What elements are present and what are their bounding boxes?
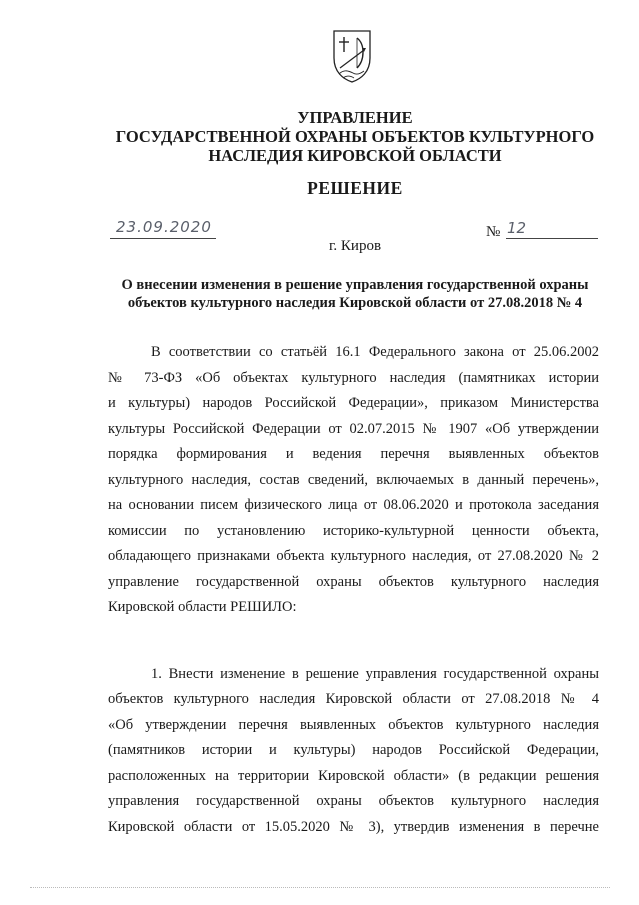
- paragraph-line: управление государственной охраны объектов культурного наследия: [108, 573, 599, 590]
- org-line: УПРАВЛЕНИЕ: [297, 108, 413, 127]
- document-type: РЕШЕНИЕ: [307, 178, 403, 198]
- org-line: ГОСУДАРСТВЕННОЙ ОХРАНЫ ОБЪЕКТОВ КУЛЬТУРНОГО: [115, 127, 595, 146]
- city: г. Киров: [328, 238, 382, 254]
- paragraph-line: порядка формирования и ведения перечня выявленных объектов: [108, 446, 599, 462]
- paragraph-line: обладающего признаками объекта культурного наследия, от 27.08.2020 № 2: [108, 548, 599, 564]
- paragraph-line: культуры Российской Федерации от 02.07.2015 № 1907 «Об утверждении: [108, 420, 599, 437]
- paragraph-line: 1. Внести изменение в решение управления государственной охраны: [151, 665, 599, 682]
- subject-line: О внесении изменения в решение управления государственной охраны: [121, 277, 589, 293]
- paragraph-line: Кировской области от 15.05.2020 № 3), утвердив изменения в перечне: [108, 818, 599, 835]
- paragraph-line: культурного наследия, состав сведений, включаемых в данный перечень»,: [108, 471, 599, 488]
- paragraph-line: на основании писем физического лица от 08.06.2020 и протокола заседания: [108, 497, 599, 513]
- document-body: [108, 340, 599, 840]
- handwritten-date: 23.09.2020: [116, 218, 212, 236]
- subject-line: объектов культурного наследия Кировской области от 27.08.2018 № 4: [127, 295, 583, 311]
- paragraph-line: № 73-ФЗ «Об объектах культурного наследия (памятниках истории: [108, 369, 599, 386]
- paragraph-line: комиссии по установлению историко-культурной ценности объекта,: [108, 522, 599, 539]
- number-label: №: [486, 224, 501, 240]
- organization-name: [60, 108, 639, 165]
- paragraph-line: объектов культурного наследия Кировской области от 27.08.2018 № 4: [108, 691, 599, 707]
- scan-edge: [30, 887, 610, 888]
- paragraph-line: Кировской области РЕШИЛО:: [108, 599, 297, 615]
- paragraph-line: управления государственной охраны объектов культурного наследия: [108, 793, 599, 809]
- paragraph-line: и культуры) народов Российской Федерации», приказом Министерства: [108, 395, 599, 411]
- org-line: НАСЛЕДИЯ КИРОВСКОЙ ОБЛАСТИ: [208, 146, 502, 165]
- paragraph-line: расположенных на территории Кировской области» (в редакции решения: [108, 767, 599, 784]
- paragraph-line: В соответствии со статьёй 16.1 Федерального закона от 25.06.2002: [151, 344, 599, 360]
- paragraph-line: (памятников истории и культуры) народов Российской Федерации,: [108, 742, 599, 758]
- handwritten-number: 12: [507, 219, 527, 237]
- document-subject: [60, 276, 639, 312]
- coat-of-arms-icon: [331, 28, 373, 84]
- paragraph-line: «Об утверждении перечня выявленных объектов культурного наследия: [108, 716, 599, 733]
